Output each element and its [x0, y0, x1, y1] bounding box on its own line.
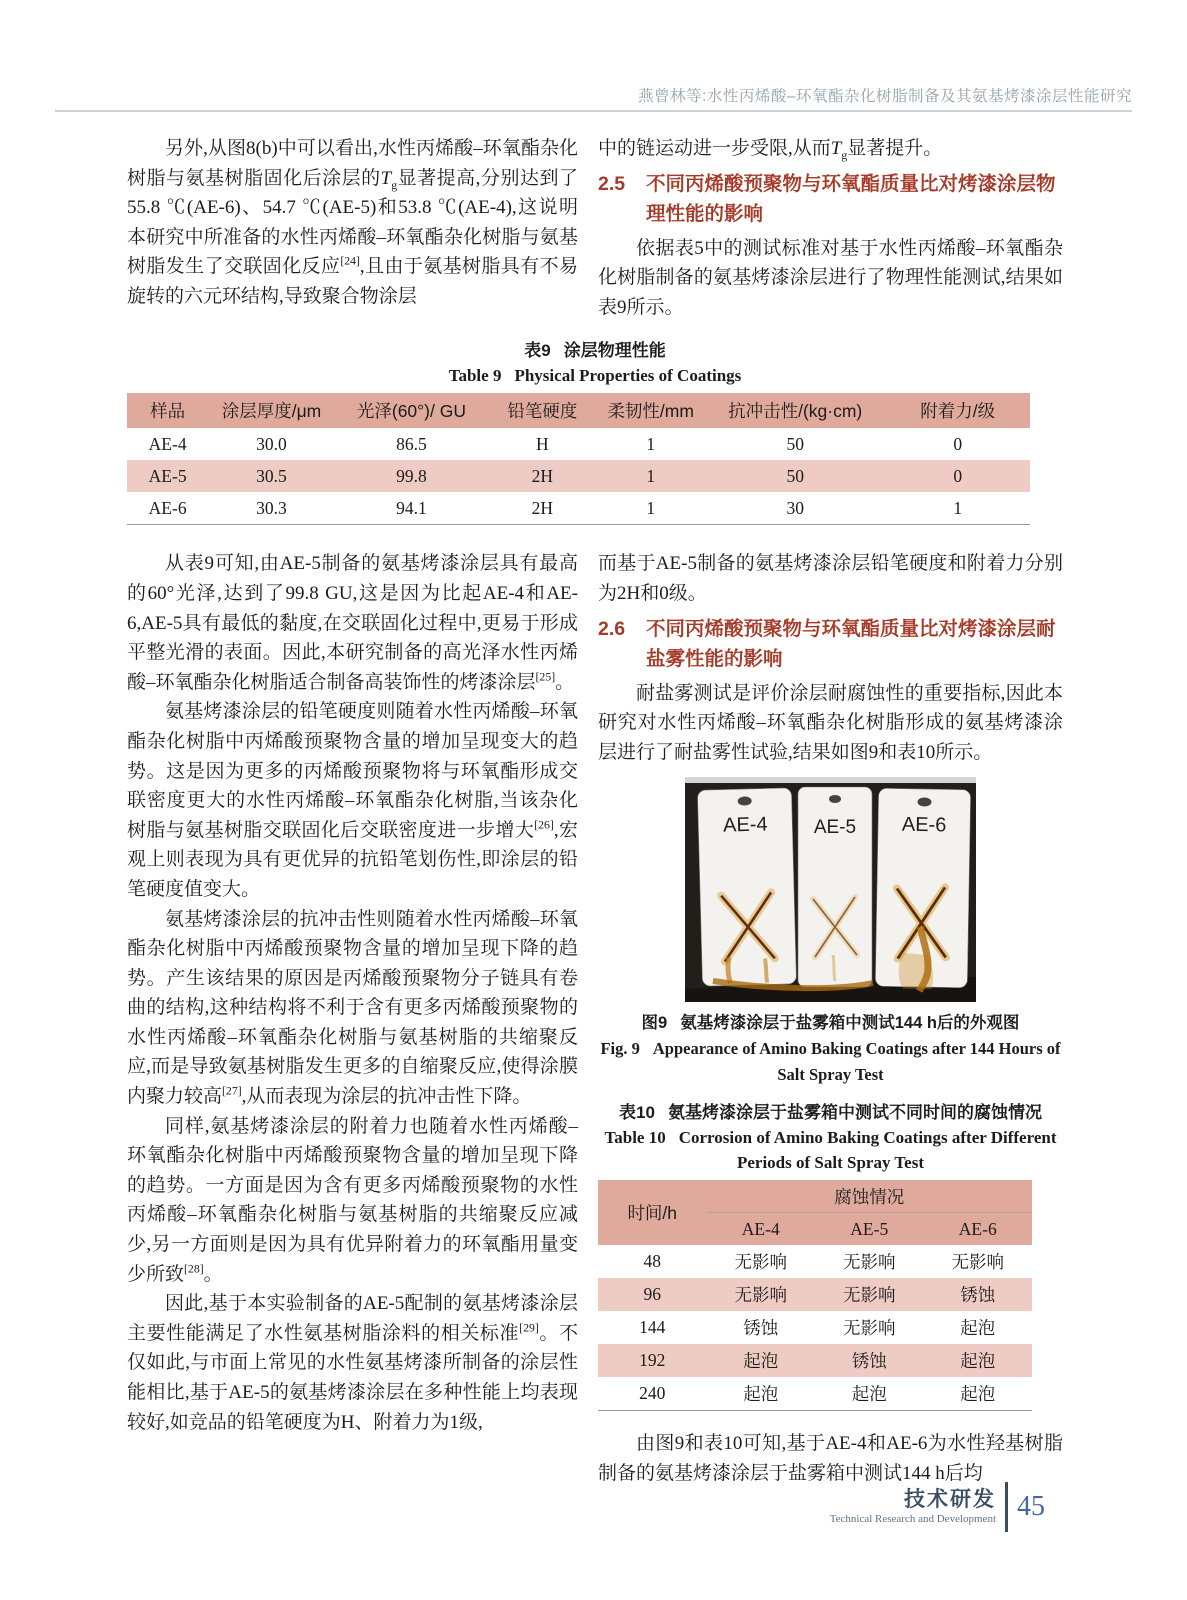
table-header-row	[598, 1180, 1032, 1213]
footer-divider	[1005, 1482, 1008, 1532]
column-header: 时间/h	[598, 1180, 707, 1245]
column-header: 涂层厚度/μm	[208, 393, 334, 428]
paragraph: 从表9可知,由AE-5制备的氨基烤漆涂层具有最高的60°光泽,达到了99.8 GU,这是因为比起AE-4和AE-6,AE-5具有最低的黏度,在交联固化过程中,更易于形成平整光滑的表面。因此,本研究制备的高光泽水性丙烯酸–环氧酯杂化树脂适合制备高装饰性的烤漆涂层[25]。	[127, 553, 578, 693]
table-cell: H	[536, 433, 549, 454]
table-cell: 起泡	[851, 1384, 887, 1405]
paragraph: 氨基烤漆涂层的铅笔硬度则随着水性丙烯酸–环氧酯杂化树脂中丙烯酸预聚物含量的增加呈现变大的趋势。这是因为更多的丙烯酸预聚物将与环氧酯形成交联密度更大的水性丙烯酸–环氧酯杂化树脂,当该杂化树脂与氨基树脂交联固化后交联密度进一步增大[26],宏观上则表现为具有更优异的抗铅笔划伤性,即涂层的铅笔硬度值变大。	[127, 701, 578, 900]
corrosion-table	[598, 1180, 1032, 1411]
paragraph: 同样,氨基烤漆涂层的附着力也随着水性丙烯酸–环氧酯杂化树脂中丙烯酸预聚物含量的增加呈现下降的趋势。一方面是因为含有更多丙烯酸预聚物的水性丙烯酸–环氧酯杂化树脂与氨基树脂的共缩聚反应减少,另一方面则是因为具有优异附着力的环氧酯用量变少所致[28]。	[127, 1115, 578, 1285]
table-cell: 30.5	[208, 460, 334, 492]
table10-caption-zh: 表10 氨基烤漆涂层于盐雾箱中测试不同时间的腐蚀情况	[619, 1103, 1042, 1123]
table-cell: 无影响	[707, 1278, 816, 1311]
column-header: AE-4	[707, 1213, 816, 1246]
column-group-header: 腐蚀情况	[707, 1180, 1033, 1213]
table-cell: 锈蚀	[815, 1344, 924, 1377]
table-cell: 无影响	[734, 1252, 787, 1273]
panel-label: AE-6	[901, 813, 947, 837]
column-header: 光泽(60°)/ GU	[335, 393, 489, 428]
table-cell: 1	[953, 497, 963, 518]
table-cell: 50	[705, 460, 886, 492]
page-footer	[830, 1482, 1045, 1532]
table-cell: 起泡	[743, 1384, 779, 1405]
table-cell: 99.8	[335, 460, 489, 492]
table9-caption-en: Table 9 Physical Properties of Coatings	[448, 366, 742, 386]
table-cell: 0	[953, 433, 963, 454]
paragraph: 另外,从图8(b)中可以看出,水性丙烯酸–环氧酯杂化树脂与氨基树脂固化后涂层的$T_g$显著提高,分别达到了55.8 ℃(AE-6)、54.7 ℃(AE-5)和53.8 ℃(AE-4),这说明本研究中所准备的水性丙烯酸–环氧酯杂化树脂与氨基树脂发生了交联固化反应[24],且由于氨基树脂具有不易旋转的六元环结构,导致聚合物涂层	[127, 138, 578, 307]
section-number: 2.5	[598, 172, 626, 195]
table-cell: 144	[639, 1317, 666, 1338]
table-cell: 无影响	[815, 1278, 924, 1311]
paragraph: 耐盐雾测试是评价涂层耐腐蚀性的重要指标,因此本研究对水性丙烯酸–环氧酯杂化树脂形成的氨基烤漆涂层进行了耐盐雾性试验,结果如图9和表10所示。	[598, 682, 1063, 763]
table-cell: 2H	[531, 497, 554, 518]
table-cell: 2H	[488, 460, 596, 492]
figure9-caption: 图9 氨基烤漆涂层于盐雾箱中测试144 h后的外观图 Fig. 9 Appearance of Amino Baking Coatings after 144 Hours of Salt Spray Test	[600, 1014, 1061, 1085]
test-panel	[697, 788, 796, 986]
table-row	[598, 1377, 1032, 1411]
table-cell: 0	[885, 460, 1030, 492]
table-row	[127, 492, 1030, 525]
hang-hole	[829, 795, 841, 803]
column-header: AE-5	[815, 1213, 924, 1246]
paragraph: 由图9和表10可知,基于AE-4和AE-6为水性羟基树脂制备的氨基烤漆涂层于盐雾箱中测试144 h后均	[598, 1433, 1063, 1484]
table-cell: 锈蚀	[743, 1318, 779, 1339]
table-cell: 30	[786, 497, 804, 518]
paragraph: 氨基烤漆涂层的抗冲击性则随着水性丙烯酸–环氧酯杂化树脂中丙烯酸预聚物含量的增加呈现下降的趋势。产生该结果的原因是丙烯酸预聚物分子链具有卷曲的结构,这种结构将不利于含有更多丙烯酸预聚物的水性丙烯酸–环氧酯杂化树脂与氨基树脂的共缩聚反应,而是导致氨基树脂发生更多的自缩聚反应,使得涂膜内聚力较高[27],从而表现为涂层的抗冲击性下降。	[127, 908, 578, 1108]
running-header: 燕曾林等:水性丙烯酸–环氧酯杂化树脂制备及其氨基烤漆涂层性能研究	[638, 88, 1132, 105]
table9-block	[127, 338, 1063, 525]
footer-section-en: Technical Research and Development	[829, 1512, 996, 1525]
table-cell: 50	[786, 433, 804, 454]
salt-spray-photo	[685, 777, 976, 1002]
test-panel	[875, 789, 971, 993]
rust-drip	[833, 955, 835, 981]
paragraph: 中的链运动进一步受限,从而$T_g$显著提升。	[598, 138, 943, 162]
table-cell: 无影响	[843, 1252, 896, 1273]
rust-drip	[728, 958, 731, 984]
column-header: AE-6	[924, 1213, 1033, 1246]
table-row	[127, 428, 1030, 460]
table10-caption-en: Table 10 Corrosion of Amino Baking Coatings after Different Periods of Salt Spray Test	[604, 1128, 1057, 1173]
table-cell: AE-5	[127, 460, 208, 492]
table-row	[598, 1245, 1032, 1278]
header-rule	[55, 110, 1132, 112]
table-cell: 94.1	[396, 497, 427, 518]
paragraph: 因此,基于本实验制备的AE-5配制的氨基烤漆涂层主要性能满足了水性氨基树脂涂料的相关标准[29]。不仅如此,与市面上常见的水性氨基烤漆所制备的涂层性能相比,基于AE-5的氨基烤漆涂层在多种性能上均表现较好,如竞品的铅笔硬度为H、附着力为1级,	[127, 1293, 578, 1433]
column-header: 抗冲击性/(kg·cm)	[705, 393, 886, 428]
page-content	[127, 134, 1063, 1489]
section-title: 不同丙烯酸预聚物与环氧酯质量比对烤漆涂层物理性能的影响	[646, 172, 1056, 225]
table-row	[127, 460, 1030, 492]
top-columns	[127, 134, 1063, 322]
physical-properties-table	[127, 393, 1030, 525]
panel-label: AE-5	[813, 817, 857, 839]
table-header-row	[127, 393, 1030, 428]
page-number: 45	[1017, 1491, 1045, 1522]
table-cell: 起泡	[707, 1344, 816, 1377]
table-cell: AE-4	[148, 433, 187, 454]
panel-label: AE-4	[722, 813, 768, 837]
table-cell: 锈蚀	[924, 1278, 1033, 1311]
table-cell: 30.3	[256, 497, 287, 518]
table9-caption-zh: 表9 涂层物理性能	[524, 341, 666, 361]
left-column-lower	[127, 549, 578, 1488]
table-cell: 48	[643, 1251, 661, 1272]
column-header: 柔韧性/mm	[597, 393, 705, 428]
table-cell: 240	[639, 1383, 666, 1404]
column-header: 附着力/级	[885, 393, 1030, 428]
paragraph: 而基于AE-5制备的氨基烤漆涂层铅笔硬度和附着力分别为2H和0级。	[598, 553, 1063, 604]
section-heading-2-6	[598, 614, 1063, 674]
table-cell: 1	[597, 460, 705, 492]
right-column-top	[598, 134, 1063, 322]
table-cell: 1	[646, 497, 656, 518]
paragraph: 依据表5中的测试标准对基于水性丙烯酸–环氧酯杂化树脂制备的氨基烤漆涂层进行了物理性能测试,结果如表9所示。	[598, 237, 1063, 318]
test-panel	[798, 787, 872, 987]
footer-section-zh: 技术研发	[904, 1487, 996, 1511]
column-header: 样品	[127, 393, 208, 428]
table-row	[598, 1278, 1032, 1311]
left-column-top	[127, 134, 578, 322]
column-header: 铅笔硬度	[488, 393, 596, 428]
table-cell: 起泡	[960, 1384, 996, 1405]
section-heading-2-5	[598, 169, 1063, 229]
table-row	[598, 1344, 1032, 1377]
right-column-lower	[598, 549, 1063, 1488]
table-cell: 无影响	[843, 1318, 896, 1339]
table-row	[598, 1311, 1032, 1344]
table-cell: AE-6	[148, 497, 187, 518]
table-cell: 86.5	[396, 433, 427, 454]
table10-block	[598, 1100, 1063, 1411]
table-cell: 192	[598, 1344, 707, 1377]
section-number: 2.6	[598, 617, 626, 640]
table-cell: 96	[598, 1278, 707, 1311]
lower-columns	[127, 549, 1063, 1488]
table-cell: 30.0	[256, 433, 287, 454]
table-cell: 起泡	[924, 1344, 1033, 1377]
table-cell: 起泡	[960, 1318, 996, 1339]
table-cell: 1	[646, 433, 656, 454]
table-cell: 无影响	[951, 1252, 1004, 1273]
section-title: 不同丙烯酸预聚物与环氧酯质量比对烤漆涂层耐盐雾性能的影响	[646, 617, 1056, 670]
